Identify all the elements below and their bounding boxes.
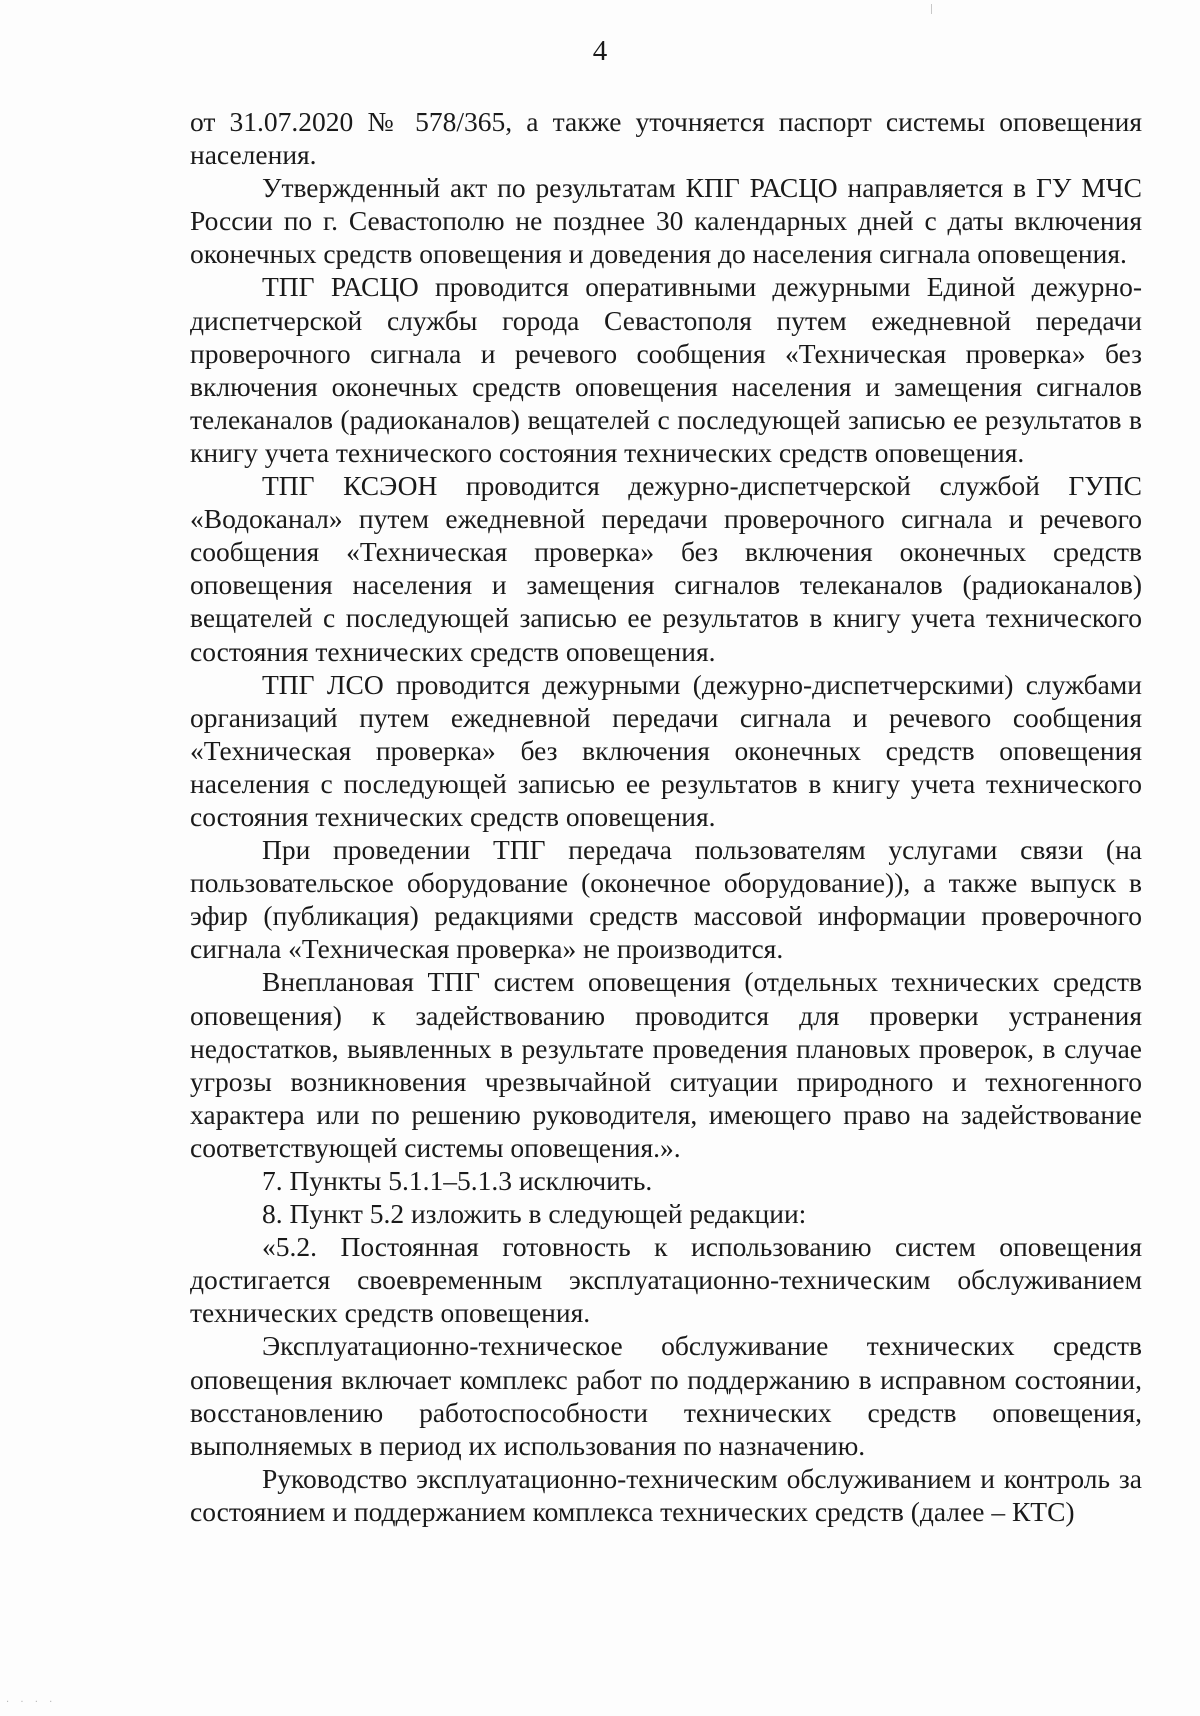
scan-edge-mark	[931, 4, 932, 14]
paragraph: 8. Пункт 5.2 изложить в следующей редакции:	[262, 1198, 807, 1230]
paragraph: «5.2. Постоянная готовность к использованию систем оповещения достигается своевременным эксплуатационно-техническим обслуживанием технических средств оповещения.	[190, 1231, 1142, 1329]
paragraph: Эксплуатационно-техническое обслуживание технических средств оповещения включает комплекс работ по поддержанию в исправном состоянии, восстановлению работоспособности технических средств оповещения, выполняемых в период их использования по назначению.	[190, 1330, 1142, 1461]
document-body	[190, 105, 1142, 1528]
paragraph: При проведении ТПГ передача пользователям услугами связи (на пользовательское оборудование (оконечное оборудование)), а также выпуск в эфир (публикация) редакциями средств массовой информации проверочного сигнала «Техническая проверка» не производится.	[190, 834, 1142, 965]
paragraph: ТПГ РАСЦО проводится оперативными дежурными Единой дежурно-диспетчерской службы города Севастополя путем ежедневной передачи проверочного сигнала и речевого сообщения «Техническая проверка» без включения оконечных средств оповещения населения и замещения сигналов телеканалов (радиоканалов) вещателей с последующей записью ее результатов в книгу учета технического состояния технических средств оповещения.	[190, 271, 1142, 468]
scan-artifact: · · · ·	[6, 1697, 57, 1708]
paragraph: 7. Пункты 5.1.1–5.1.3 исключить.	[262, 1165, 653, 1196]
paragraph: от 31.07.2020 № 578/365, а также уточняется паспорт системы оповещения населения.	[190, 106, 1142, 171]
paragraph: Внеплановая ТПГ систем оповещения (отдельных технических средств оповещения) к задействованию проводится для проверки устранения недостатков, выявленных в результате проведения плановых проверок, в случае угрозы возникновения чрезвычайной ситуации природного и техногенного характера или по решению руководителя, имеющего право на задействование соответствующей системы оповещения.».	[190, 966, 1142, 1163]
paragraph: Утвержденный акт по результатам КПГ РАСЦО направляется в ГУ МЧС России по г. Севастополю не позднее 30 календарных дней с даты включения оконечных средств оповещения и доведения до населения сигнала оповещения.	[190, 172, 1142, 270]
paragraph: ТПГ ЛСО проводится дежурными (дежурно-диспетчерскими) службами организаций путем ежедневной передачи сигнала и речевого сообщения «Техническая проверка» без включения оконечных средств оповещения населения с последующей записью ее результатов в книгу учета технического состояния технических средств оповещения.	[190, 668, 1142, 832]
paragraph: ТПГ КСЭОН проводится дежурно-диспетчерской службой ГУПС «Водоканал» путем ежедневной передачи проверочного сигнала и речевого сообщения «Техническая проверка» без включения оконечных средств оповещения населения и замещения сигналов телеканалов (радиоканалов) вещателей с последующей записью ее результатов в книгу учета технического состояния технических средств оповещения.	[190, 470, 1142, 667]
paragraph: Руководство эксплуатационно-техническим обслуживанием и контроль за состоянием и поддержанием комплекса технических средств (далее – КТС)	[190, 1462, 1142, 1527]
page-number: 4	[592, 35, 608, 67]
